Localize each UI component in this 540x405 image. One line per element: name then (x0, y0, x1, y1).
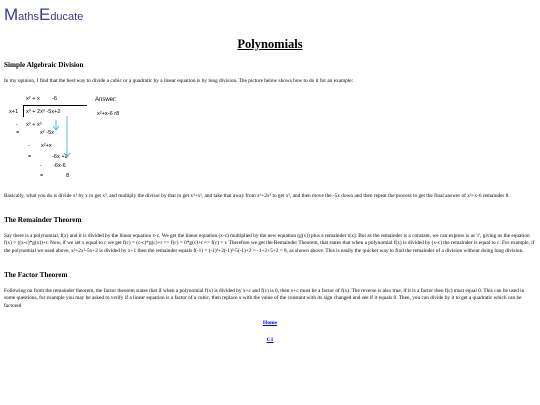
subtract-sign-2: - (28, 143, 30, 149)
remainder-step-1: x² -5x (40, 130, 54, 136)
factor-theorem-body: Following on from the remainder theorem, the factor theorem states that if when a polynomial f(x) is divided by x+c and f(c) is 0, then x+c must be a factor of f(x). The reverse is also true, if it is a factor then f(c) must equal 0. This can be used in some questions, for example you may be asked to verify if a linear equation is a factor of a cubic, then replace x with the value of the constant with its sign changed and see if it equals 0. Then, you can divide by it to get a quadratic which can be factored (4, 288, 525, 309)
heading-factor-theorem: The Factor Theorem (4, 271, 68, 279)
dividend: x³ + 2x² -5x+2 (26, 109, 61, 115)
subtraction-2: x²+x (41, 143, 52, 149)
subtraction-3: -6x-6 (53, 163, 66, 169)
divisor: x+1 (9, 109, 19, 115)
equals-2: = (28, 154, 32, 160)
division-intro: In my opinion, I find that the best way to divide a cubic or a quadratic by a linear equation is by long division. The picture below shows how to do it for an example: (4, 78, 354, 84)
final-remainder: 8 (66, 173, 70, 179)
division-explanation: Basically, what you do is divide x³ by x to get x², and multiply the divisor by that to get x³+x², and take that away from x³+2x² to get x², and then move the -5x down and then repeat the process to get the final answer of x²+x-6 remainder 8. (4, 193, 510, 199)
home-link[interactable]: Home (262, 320, 278, 326)
subtraction-1: x³ + x² (26, 122, 42, 128)
equals-3: = (40, 173, 44, 179)
site-logo[interactable] (4, 6, 83, 24)
bring-down-arrows (7, 94, 147, 186)
logo-aths: aths (18, 11, 39, 23)
c1-link[interactable]: C1 (266, 337, 274, 343)
quotient-x2-term: x² + x (26, 96, 40, 102)
subtract-sign-3: - (40, 163, 42, 169)
logo-letter-e: E (38, 5, 51, 24)
remainder-theorem-body: Say there is a polynomial, f(x) and it is divided by the linear equation x-c. We get the linear equation (x-c) multiplied by the new equation (g(x)) plus a remainder r(x). But as the remainder is a constant, we can express is as 'r', giving us the equation f(x) = ((x-c)*g(x))+r. Now, if we set x equal to c we get f(c) = (c-c)*g(c)+r => f(c) = 0*g(c)+r => f(c) = r. Therefore we get the Remainder Theorem, that states that when a polynomial f(x) is divided by (x-c) the remainder is equal to c. For example, if the polynomial we used above, x³+2x²-5x+2 is divided by x+1 then the remainder equals f(-1) = (-1)³+2(-1)²-5(-1)+2 = -1+2+5+2 = 8, as shown above. This is easily the quicker way to find the remainder of a division without doing long division. (4, 233, 535, 254)
quotient-constant: -6 (52, 96, 57, 102)
page-title: Polynomials (237, 37, 303, 51)
heading-remainder-theorem: The Remainder Theorem (4, 216, 82, 224)
equals-1: = (16, 130, 20, 136)
remainder-step-2: -6x +2 (52, 154, 68, 160)
subtract-sign-1: - (16, 122, 18, 128)
long-division-figure (7, 94, 147, 186)
heading-simple-division: Simple Algebraic Division (4, 61, 84, 69)
logo-letter-m: M (4, 5, 19, 24)
answer-value: x²+x-6 r8 (97, 111, 120, 117)
logo-ducate: ducate (50, 11, 84, 23)
answer-label: Answer: (95, 97, 117, 103)
